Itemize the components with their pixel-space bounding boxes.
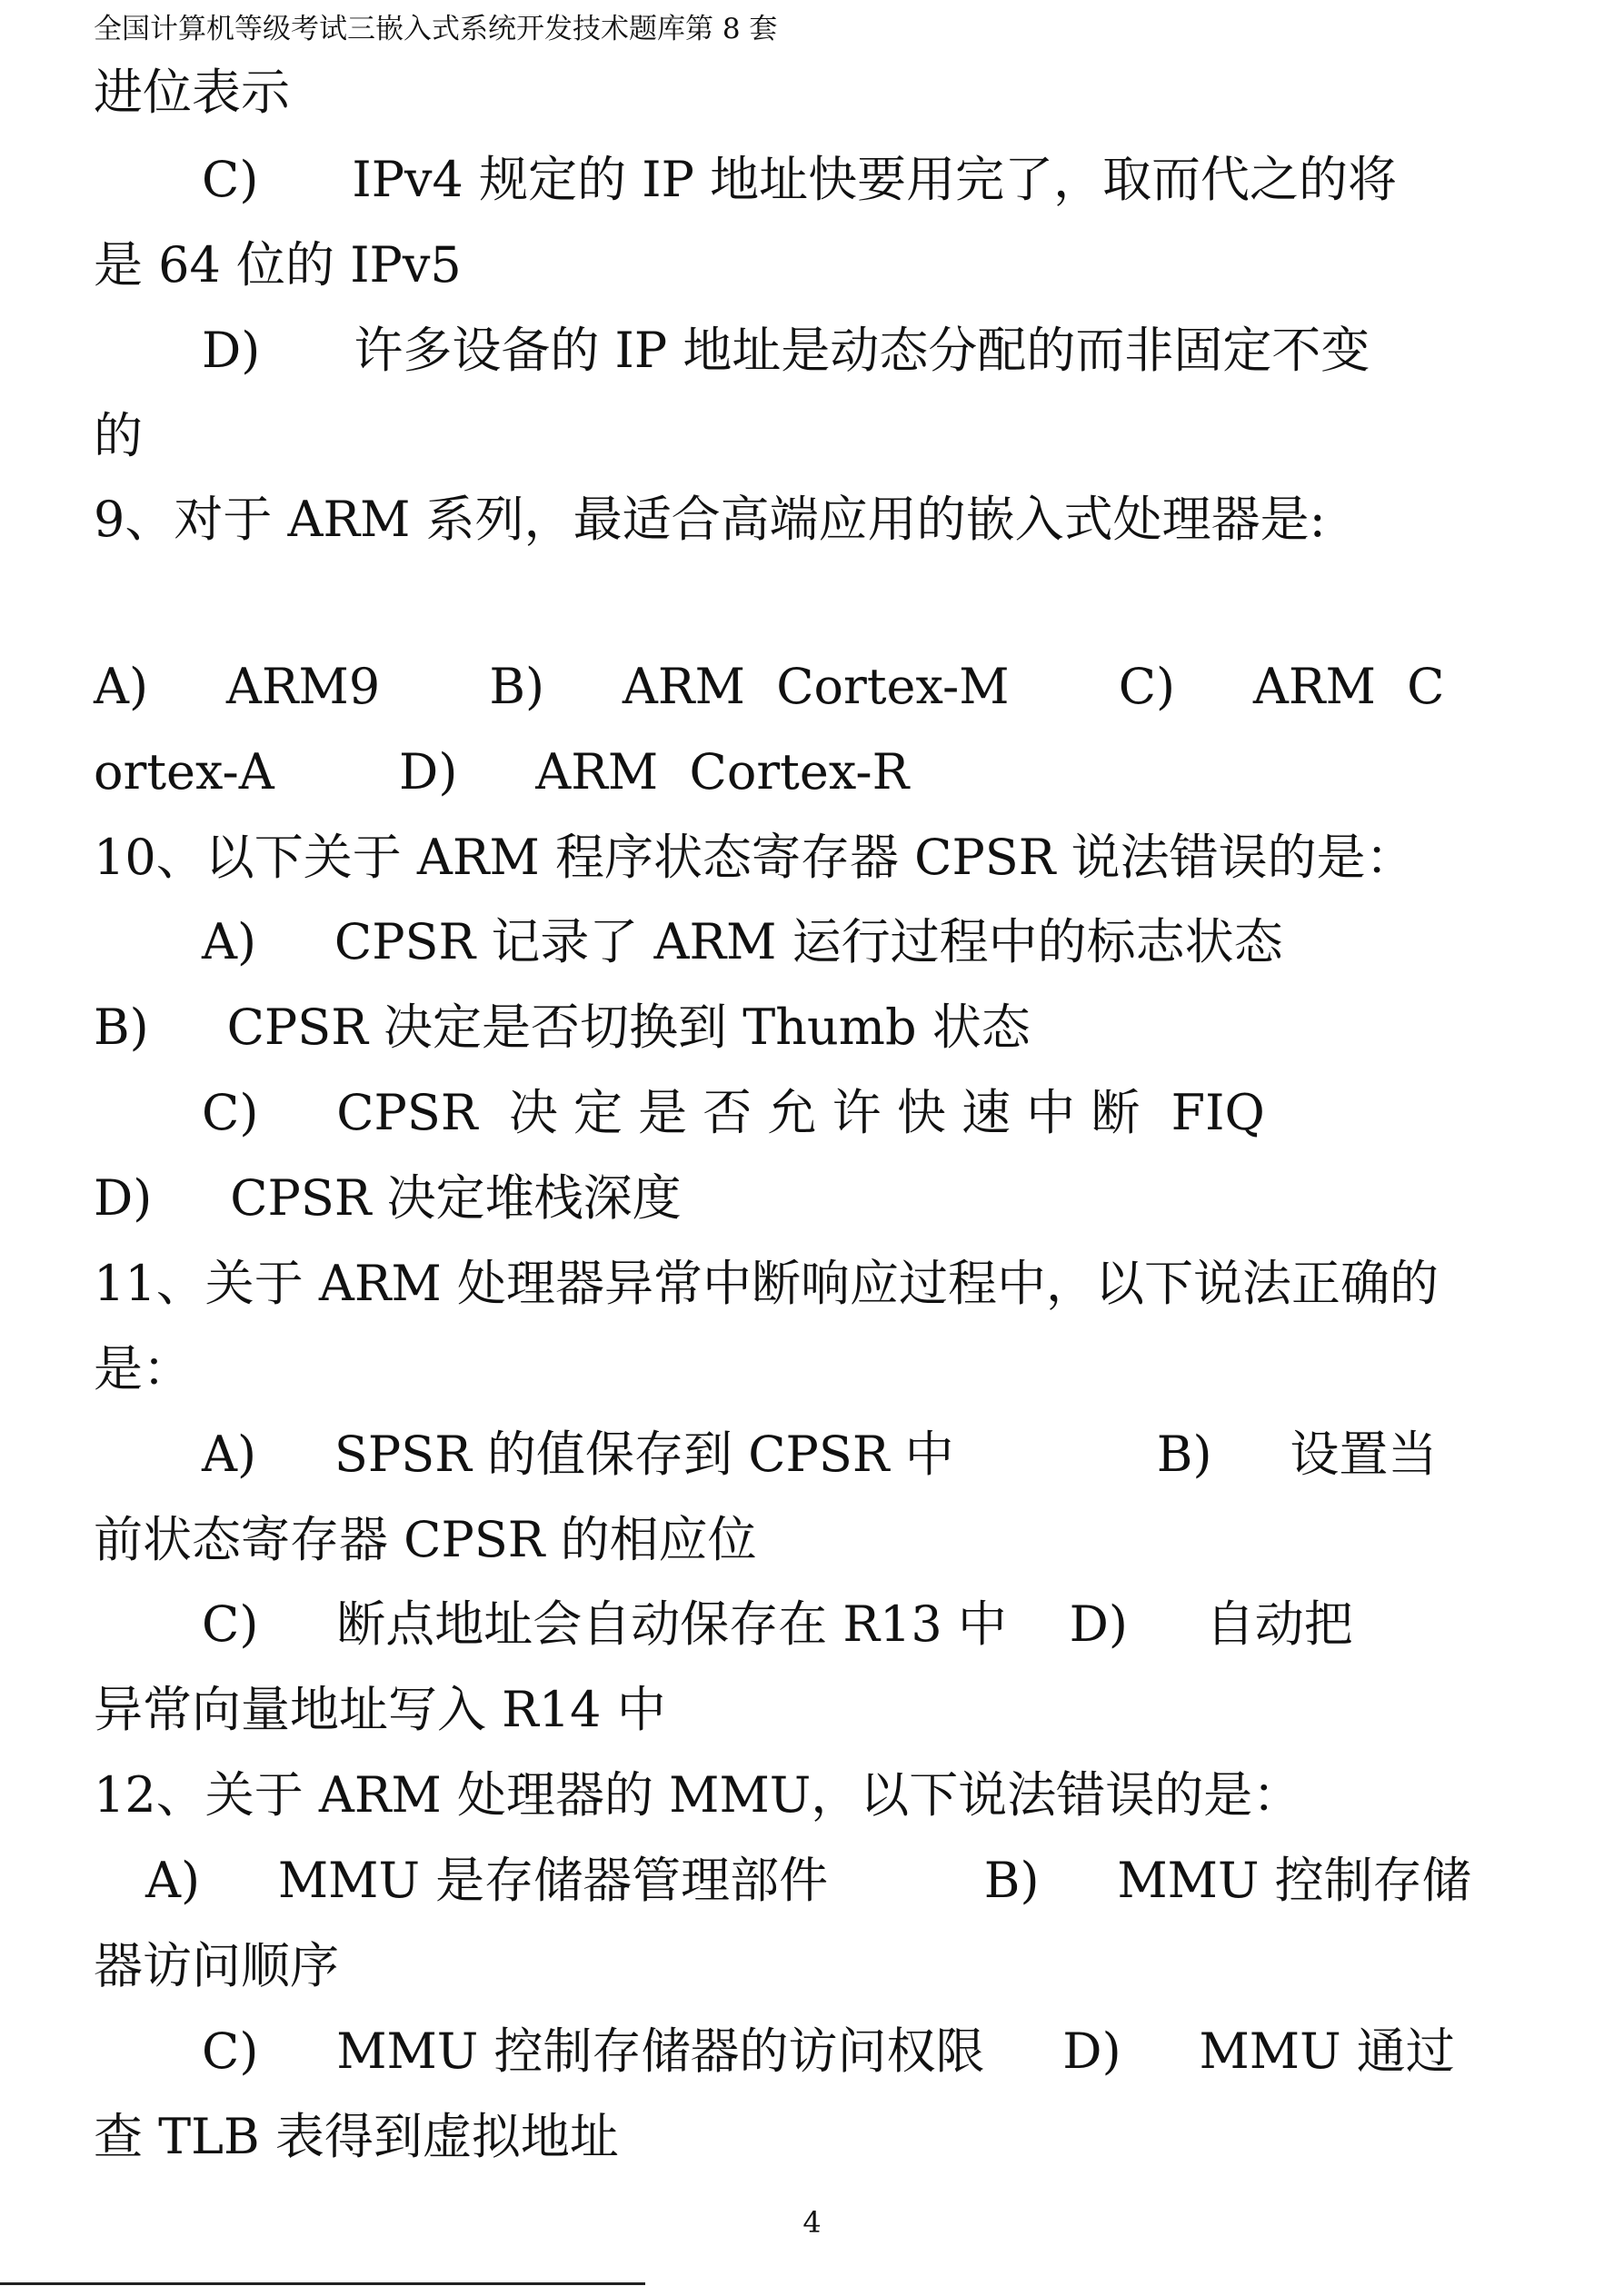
footer-divider xyxy=(0,2282,645,2285)
question-9: 9、对于 ARM 系列，最适合高端应用的嵌入式处理器是: xyxy=(94,491,1326,548)
question-10-option-d: D) CPSR 决定堆栈深度 xyxy=(94,1169,682,1227)
question-11: 11、关于 ARM 处理器异常中断响应过程中，以下说法正确的 xyxy=(94,1255,1439,1312)
question-12-options-cd: C) MMU 控制存储器的访问权限 D) MMU 通过 xyxy=(202,2023,1455,2080)
page-number: 4 xyxy=(802,2205,822,2240)
page-header-title: 全国计算机等级考试三嵌入式系统开发技术题库第 8 套 xyxy=(94,13,778,45)
question-12-options-cd-cont: 查 TLB 表得到虚拟地址 xyxy=(94,2108,619,2165)
question-12: 12、关于 ARM 处理器的 MMU，以下说法错误的是： xyxy=(94,1766,1302,1824)
option-d-dynamic-ip: D) 许多设备的 IP 地址是动态分配的而非固定不变 xyxy=(202,322,1370,379)
question-10-option-c: C) CPSR 决 定 是 否 允 许 快 速 中 断 FIQ xyxy=(202,1084,1265,1141)
option-c-ipv4: C) IPv4 规定的 IP 地址快要用完了，取而代之的将 xyxy=(202,151,1398,208)
question-9-options-row2: ortex-A D) ARM Cortex-R xyxy=(94,743,910,800)
question-11-options-ab-cont: 前状态寄存器 CPSR 的相应位 xyxy=(94,1511,757,1568)
option-d-dynamic-ip-cont: 的 xyxy=(94,407,143,464)
option-c-ipv4-cont: 是 64 位的 IPv5 xyxy=(94,236,462,293)
question-9-options-row1: A) ARM9 B) ARM Cortex-M C) ARM C xyxy=(94,658,1445,715)
question-12-options-ab: A) MMU 是存储器管理部件 B) MMU 控制存储 xyxy=(145,1852,1471,1909)
question-12-options-ab-cont: 器访问顺序 xyxy=(94,1937,339,1994)
question-10-option-b: B) CPSR 决定是否切换到 Thumb 状态 xyxy=(94,999,1031,1056)
question-10: 10、以下关于 ARM 程序状态寄存器 CPSR 说法错误的是： xyxy=(94,829,1415,886)
question-11-options-cd-cont: 异常向量地址写入 R14 中 xyxy=(94,1681,666,1738)
question-11-cont: 是： xyxy=(94,1340,192,1397)
question-10-option-a: A) CPSR 记录了 ARM 运行过程中的标志状态 xyxy=(202,913,1283,970)
text-line-carry: 进位表示 xyxy=(94,64,290,121)
question-11-options-cd: C) 断点地址会自动保存在 R13 中 D) 自动把 xyxy=(202,1595,1353,1653)
question-11-options-ab: A) SPSR 的值保存到 CPSR 中 B) 设置当 xyxy=(202,1426,1438,1483)
